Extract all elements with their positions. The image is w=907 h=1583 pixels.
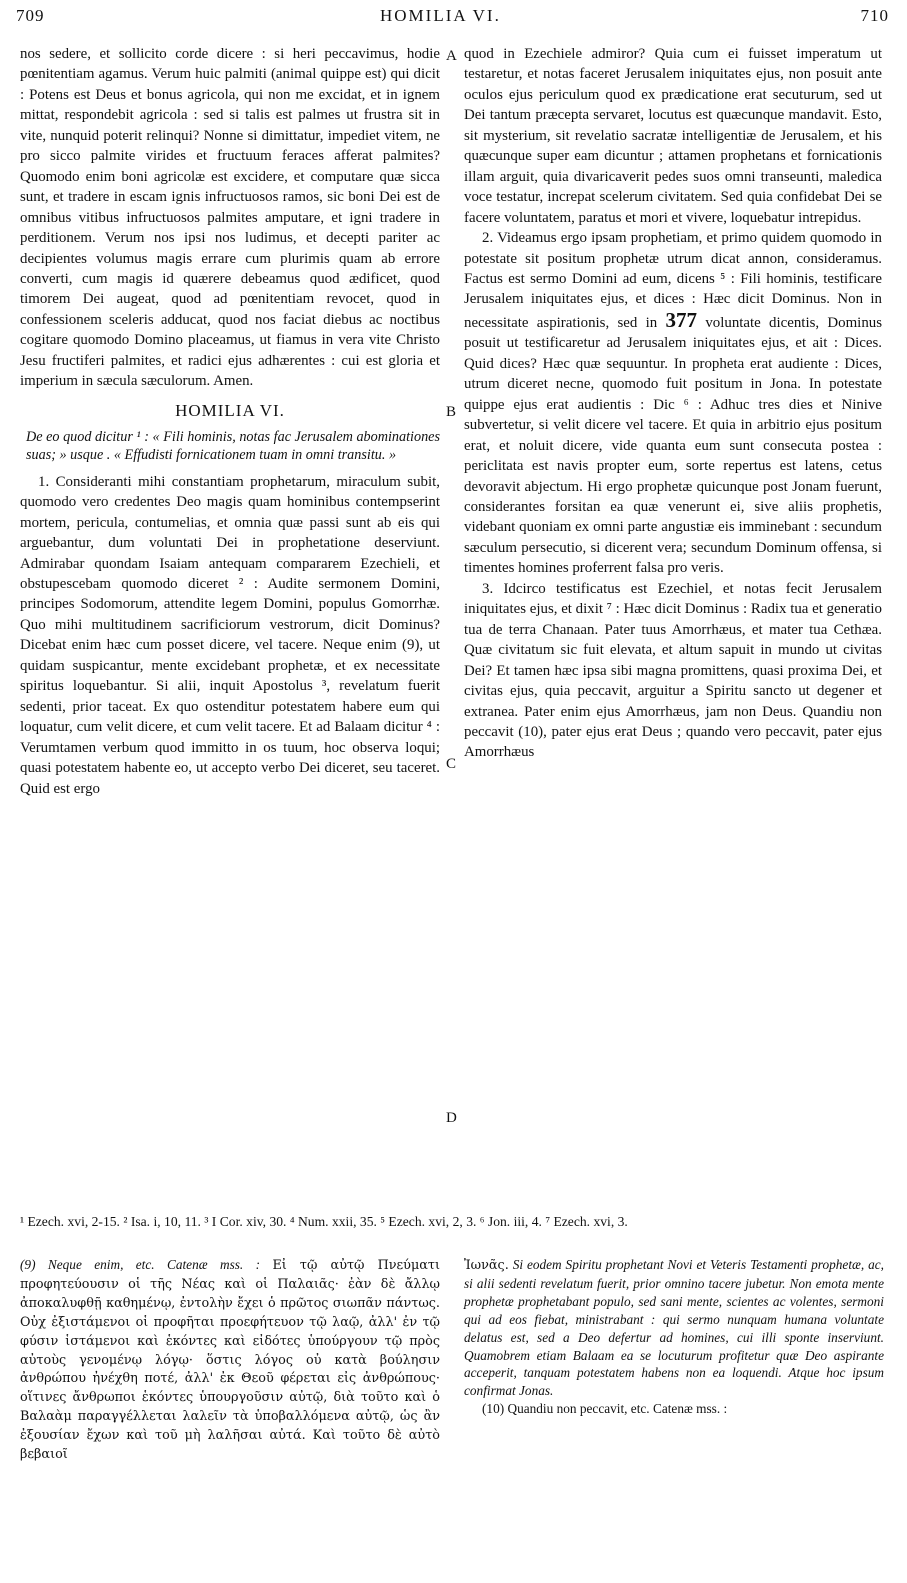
right-column (464, 44, 882, 763)
homily-subtitle: De eo quod dicitur ¹ : « Fili hominis, notas fac Jerusalem abominationes suas; » usque . « Effudisti fornicationem tuam in omni transitu. » (26, 428, 440, 463)
right-paragraph-3: 3. Idcirco testificatus est Ezechiel, et notas fecit Jerusalem iniquitates ejus, et dixit ⁷ : Hæc dicit Dominus : Radix tua et generatio tua de terra Chanaan. Pater tuus Amorrhæus, et mater tua Cethæa. Quæ civitatum sic fuit elevata, et altum sapuit in mundo ut civitas Dei? Et tamen hæc ipsa sibi magna promittens, quasi proxima Dei, et civitas ejus, quia peccavit, arguitur a Spiritu sancto ut degener et extranea. Pater enim ejus Amorrhæus, jam non Deus. Quandiu non peccavit (10), pater ejus erat Deus ; quando vero peccavit, pater ejus Amorrhæus (464, 580, 882, 761)
margin-marker-a: A (446, 48, 457, 64)
footnote-9-latin: Si eodem Spiritu prophetant Novi et Veteris Testamenti prophetæ, ac, si alii sedenti revelatum fuerit, prior omnino tacere jubetur. Non emota mente prophetæ prophetabant populo, sed sani mente, scientes ac volentes, sermoni qui ad eos fiebat, ministrabant : qui sermo nunquam humana voluntate delatus est, sed a Deo defertur ad homines, cui illi sponte inserviunt. Quamobrem etiam Balaam ea se locuturum profitetur quæ Deo aspirante acceperit, tanquam potestatem habens non ea loquendi. Atque hoc ipsum confirmat Jonas. (464, 1257, 884, 1399)
footnote-9-greek-end: Ἰωνᾶς. (464, 1258, 509, 1273)
running-title: HOMILIA VI. (380, 6, 501, 25)
left-paragraph-2: 1. Consideranti mihi constantiam prophetarum, miraculum subit, quomodo vero credentes Deo magis quam hominibus contempserint mortem, pericula, contumelias, et omnia quæ passi sunt ab eis qui arguebantur, dum voluntati Dei in prophetatione deserviunt. Admirabar quondam Isaiam antequam compararem Ezechieli, et obstupescebam quomodo diceret ² : Audite sermonem Domini, principes Sodomorum, attendite legem Domini, populus Gomorrhæ. Quo mihi multitudinem sacrificiorum vestrorum, dicit Dominus? Dicebat enim hæc cum posset dicere, vel tacere. Neque enim (9), ut quidam suspicantur, mente excidebant prophetæ, et ex necessitate spiritus loquebantur. Si alii, inquit Apostolus ³, revelatum fuerit sedenti, prior taceat. Ex quo ostenditur potestatem habere eum qui loquatur, cum velit dicere, et cum velit tacere. Et ad Balaam dicitur ⁴ : Verumtamen verbum quod immitto in os tuum, hoc observa loqui; quasi potestatem habente eo, ut accepto verbo Dei diceret, seu taceret. Quid est ergo (20, 473, 440, 797)
left-column (20, 44, 440, 799)
homily-title: HOMILIA VI. (175, 400, 285, 420)
margin-marker-b: B (446, 404, 457, 420)
margin-marker-c: C (446, 756, 457, 772)
margin-marker-d: D (446, 1110, 457, 1126)
left-paragraph-1: nos sedere, et sollicito corde dicere : si heri peccavimus, hodie pœnitentiam agamus. Verum huic palmiti (animal quippe est) qui dicit : Potens est Deus et bonus agricola, qui non me excidat, et in ignem mittat, respondebit agricola : sed si talis est palmes ut frustra sit in vite, nunquid poterit relinqui? Nonne si dimittatur, impediet vitem, ne pro sicco palmite virides et fructuum feraces afferat palmites? Quomodo enim boni agricolæ est excidere, et computare quæ sicca sunt, et tradere in escam ignis infructuosos ramos, sic boni Dei est de omnibus vitibus infructuosos palmites amputare, et igni tradere in perditionem. Verum nos ipsi nos ludimus, et decepti pariter ac decipientes volumus magis errare cum plurimis quam ab errore converti, cum magis id quærere debeamus quod ædificet, quod timorem Dei augeat, quod ad pœnitentiam revocet, quod in confessionem sceleris adducat, quod nos faciat diebus ac noctibus cogitare quomodo Domino placeamus, ut fiamus in vera vite Christo Jesu fructiferi palmites, et radici ejus adhærentes : cui est gloria et imperium in sæcula sæculorum. Amen. (20, 46, 440, 390)
right-paragraph-2-end: voluntate dicentis, Dominus posuit ut testificaretur ad Jerusalem iniquitates ejus, et ait : Dices. Quid dices? Hæc quæ sequuntur. In propheta erat audiente : Dices, utrum diceret necne, quomodo fuit positum in Jona. In potestate quippe ejus erat audientis : Dic ⁶ : Adhuc tres dies et Ninive subvertetur, si velit dicere vel tacere. Et quia in arbitrio ejus positum erat, et noluit dicere, vide quanta eum sunt consecuta postea : periclitata est navis propter eum, sorte repertus est latens, cetus devoravit abjectum. Hi ergo prophetæ quicunque post Jonam fuerunt, considerantes forsitan ea quæ venerunt ei, sive aliis prophetis, videbant quoniam ex omni parte angustiæ eis imminebant : secundum sæculum persecutio, si dicerent vera; secundum Dominum offensa, si timentes homines proferrent falsa pro veris. (464, 314, 883, 577)
page-number-right: 710 (860, 6, 889, 25)
page-mark-377: 377 (665, 307, 698, 332)
scripture-references: ¹ Ezech. xvi, 2-15. ² Isa. i, 10, 11. ³ I Cor. xiv, 30. ⁴ Num. xxii, 35. ⁵ Ezech. xvi, 2, 3. ⁶ Jon. iii, 4. ⁷ Ezech. xvi, 3. (20, 1214, 628, 1229)
footnote-9-translation (464, 1256, 884, 1418)
right-paragraph-2 (464, 228, 882, 579)
footnote-9 (20, 1256, 440, 1464)
footnote-9-greek: Εἰ τῷ αὐτῷ Πνεύματι προφητεύουσιν οἱ τῆς Νέας καὶ οἱ Παλαιᾶς· ἐὰν δὲ ἄλλῳ ἀποκαλυφθῇ καθημένῳ, ἐντολὴν ἔχει ὁ πρῶτος σιωπᾶν πάντως. Οὐχ ἐξιστάμενοι οἱ προφῆται προεφήτευον τῷ λαῷ, ἀλλ' ἐν τῷ φύσιν ἱστάμενοι καὶ ἑκόντες καὶ εἰδότες ὑπούργουν τῷ πρὸς αὐτοὺς γενομένῳ λόγῳ· ὅστις λόγος οὐ κατὰ βούλησιν ἀνθρώπου ἠνέχθη ποτέ, ἀλλ' ἐκ Θεοῦ φέρεται εἰς ἀνθρώπους· οἵτινες ἄνθρωποι ἑκόντες ὑπουργοῦσιν αὐτῷ, διὰ τοῦτο καὶ ὁ Βαλαὰμ παραγγέλλεται λαλεῖν τὰ ὑποβαλλόμενα αὐτῷ, ὡς ἂν ἐξουσίαν ἔχων καὶ τοῦ μὴ λαλῆσαι αὐτά. Καὶ τοῦτο δὲ αὐτὸ βεβαιοῖ (20, 1258, 441, 1463)
footnote-9-label: (9) Neque enim, etc. Catenæ mss. : (20, 1257, 261, 1272)
footnote-10: (10) Quandiu non peccavit, etc. Catenæ mss. : (482, 1401, 728, 1417)
right-paragraph-2-start: 2. Videamus ergo ipsam prophetiam, et primo quidem quomodo in potestate sit positum prophetæ utrum dicat annon, consideramus. Factus est sermo Domini ad eum, dicens ⁵ : Fili hominis, testificare Jerusalem iniquitates ejus, et dices : Hæc dicit Dominus. Non in necessitate aspirationis, sed in (464, 230, 882, 331)
page-number-left: 709 (16, 6, 45, 25)
right-paragraph-1: quod in Ezechiele admiror? Quia cum ei fuisset imperatum ut testaretur, et notas faceret Jerusalem iniquitates ejus, non posuit ante oculos ejus periculum quod ex prædicatione erat secuturum, sed ut Dei tantum præcepta servaret, locutus est quæcunque mandavit. Esto, sit mysterium, sit revelatio sacratæ intelligentiæ de Jerusalem, et his quæcunque super eam dicuntur ; attamen prophetans et fornicationis illam arguit, quia divaricaverit pedes suos omni transeunti, maledica voce testatur, increpat scelerum civitatem. Sed quia confidebat Dei se facere voluntatem, paratus et mori et vivere, loquebatur intrepidus. (464, 46, 882, 226)
